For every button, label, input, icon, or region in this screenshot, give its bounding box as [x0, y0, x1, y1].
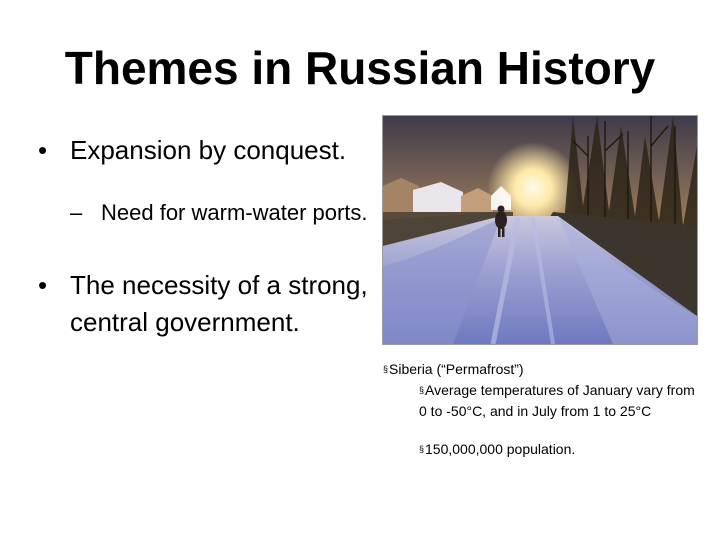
notes-item-text: 150,000,000 population.: [425, 441, 576, 457]
siberia-notes: [383, 359, 703, 460]
bullet-text: The necessity of a strong, central government.: [70, 270, 368, 337]
bullet-text: Expansion by conquest.: [70, 135, 347, 165]
photo-illustration: [383, 116, 697, 344]
notes-item: [419, 380, 703, 422]
bullet-item: [38, 267, 368, 341]
slide-title: Themes in Russian History: [64, 42, 656, 94]
notes-heading: [383, 359, 703, 380]
square-bullet-icon: §: [383, 364, 389, 374]
sub-bullet-text: Need for warm-water ports.: [101, 200, 368, 225]
bullet-list: [38, 132, 368, 341]
notes-item-text: Average temperatures of January vary from 0 to -50°C, and in July from 1 to 25°C: [419, 382, 695, 419]
bullet-marker: •: [38, 270, 48, 300]
snowy-village-road-photo: [382, 115, 698, 345]
notes-heading-text: Siberia (“Permafrost”): [389, 361, 524, 377]
bullet-item: [38, 132, 368, 169]
square-bullet-icon: §: [419, 444, 425, 454]
bullet-marker: •: [38, 135, 48, 165]
sub-bullet-item: [70, 197, 368, 229]
square-bullet-icon: §: [419, 385, 425, 395]
notes-item: [419, 439, 703, 460]
sub-bullet-marker: –: [70, 200, 83, 225]
